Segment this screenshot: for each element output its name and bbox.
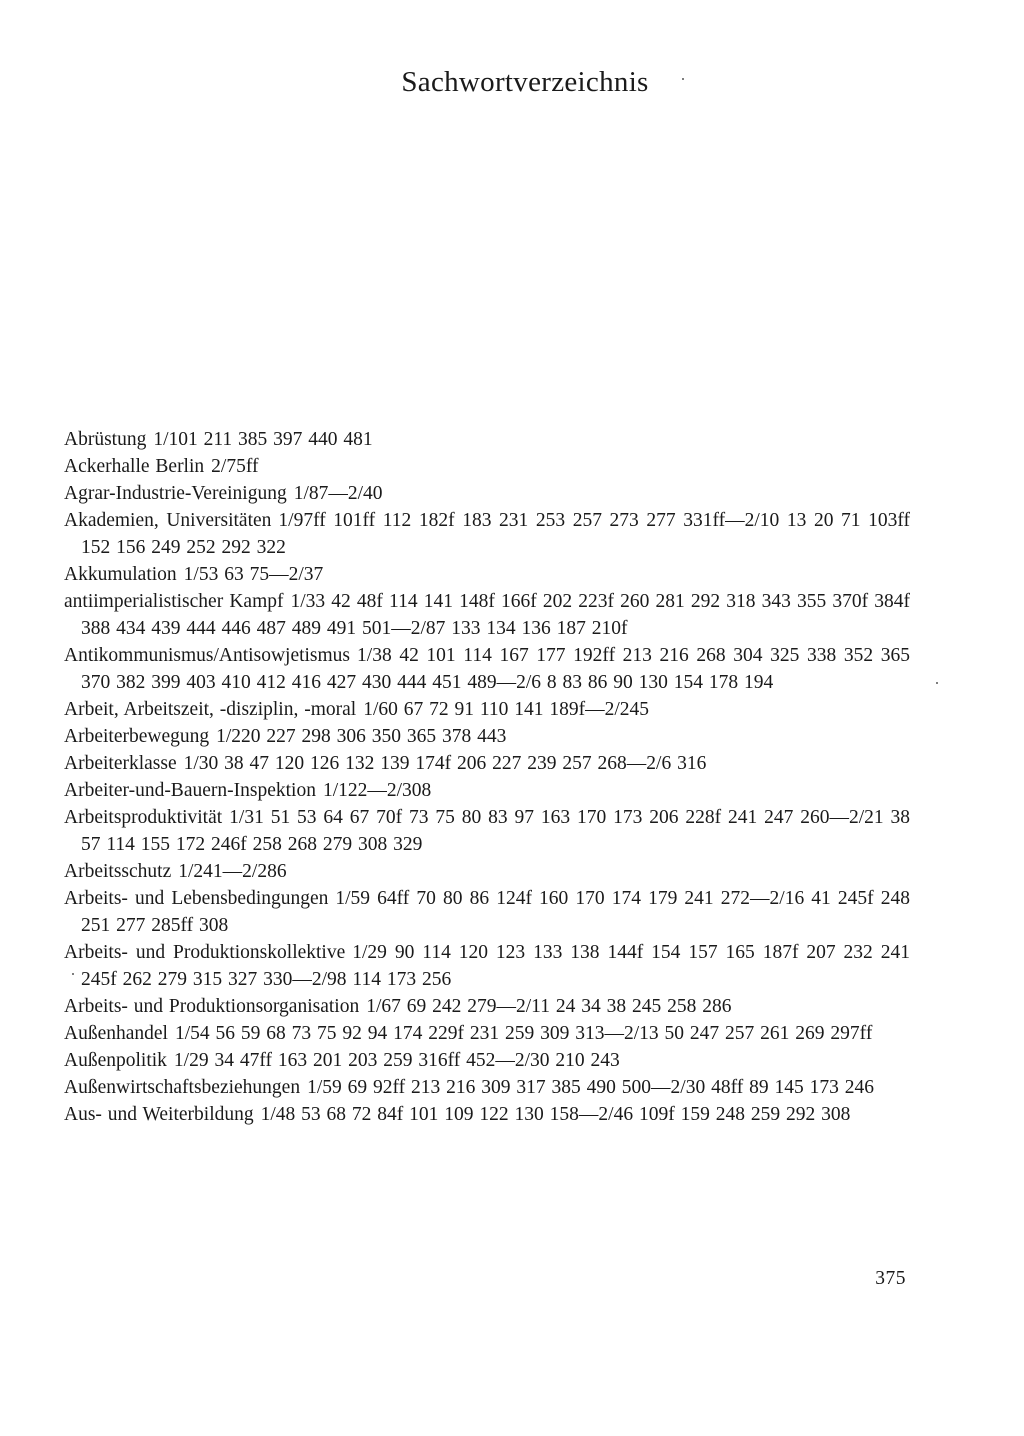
index-entry: [64, 1074, 910, 1101]
scan-speck: [682, 78, 684, 80]
index-entry: [64, 885, 910, 939]
scan-speck: [936, 682, 938, 684]
index-entry: [64, 723, 910, 750]
index-term: Außenwirtschaftsbeziehungen: [64, 1077, 301, 1098]
index-entry: [64, 1101, 910, 1128]
index-term: Arbeits- und Lebensbedingungen: [64, 888, 329, 909]
index-entry: [64, 1020, 910, 1047]
index-term: antiimperialistischer Kampf: [64, 591, 284, 612]
index-term: Arbeitsproduktivität: [64, 807, 223, 828]
index-entry: [64, 858, 910, 885]
index-term: Arbeit, Arbeitszeit, -disziplin, -moral: [64, 699, 357, 720]
page-number: 375: [875, 1268, 906, 1289]
index-term: Antikommunismus/Antisowjetismus: [64, 645, 351, 666]
index-term: Arbeiter-und-Bauern-Inspektion: [64, 780, 316, 801]
index-refs: 1/241—2/286: [178, 861, 287, 882]
index-entry: [64, 750, 910, 777]
index-refs: 1/33 42 48f 114 141 148f 166f 202 223f 260 281 292 318 343 355 370f 384f 388 434 439 444 446 487 489 491 501—2/87 133 134 136 187 210f: [81, 591, 910, 639]
index-refs: 1/30 38 47 120 126 132 139 174f 206 227 239 257 268—2/6 316: [183, 753, 707, 774]
index-term: Aus- und Weiterbildung: [64, 1104, 254, 1125]
index-refs: 1/101 211 385 397 440 481: [153, 429, 373, 450]
index-refs: 1/31 51 53 64 67 70f 73 75 80 83 97 163 170 173 206 228f 241 247 260—2/21 38 57 114 155 172 246f 258 268 279 308 329: [81, 807, 910, 855]
index-refs: 1/60 67 72 91 110 141 189f—2/245: [363, 699, 650, 720]
index-entry: [64, 696, 910, 723]
index-refs: 1/59 69 92ff 213 216 309 317 385 490 500—2/30 48ff 89 145 173 246: [307, 1077, 874, 1098]
index-refs: 1/97ff 101ff 112 182f 183 231 253 257 273 277 331ff—2/10 13 20 71 103ff 152 156 249 252 292 322: [81, 510, 910, 558]
index-refs: 1/29 90 114 120 123 133 138 144f 154 157 165 187f 207 232 241 245f 262 279 315 327 330—2/98 114 173 256: [81, 942, 910, 990]
index-term: Agrar-Industrie-Vereinigung: [64, 483, 287, 504]
index-refs: 1/48 53 68 72 84f 101 109 122 130 158—2/46 109f 159 248 259 292 308: [260, 1104, 851, 1125]
index-refs: 1/54 56 59 68 73 75 92 94 174 229f 231 259 309 313—2/13 50 247 257 261 269 297ff: [174, 1023, 873, 1044]
index-entry: [64, 804, 910, 858]
index-term: Arbeitsschutz: [64, 861, 172, 882]
index-refs: 1/59 64ff 70 80 86 124f 160 170 174 179 241 272—2/16 41 245f 248 251 277 285ff 308: [81, 888, 910, 936]
index-entry: [64, 993, 910, 1020]
index-term: Außenhandel: [64, 1023, 168, 1044]
index-refs: 1/53 63 75—2/37: [183, 564, 324, 585]
index-entry: [64, 939, 910, 993]
index-refs: 1/220 227 298 306 350 365 378 443: [216, 726, 507, 747]
index-term: Akkumulation: [64, 564, 177, 585]
index-refs: 2/75ff: [211, 456, 259, 477]
index-term: Abrüstung: [64, 429, 147, 450]
index-refs: 1/38 42 101 114 167 177 192ff 213 216 268 304 325 338 352 365 370 382 399 403 410 412 416 427 430 444 451 489—2/6 8 83 86 90 130 154 178 194: [81, 645, 910, 693]
index-entry: [64, 777, 910, 804]
index-refs: 1/29 34 47ff 163 201 203 259 316ff 452—2/30 210 243: [173, 1050, 620, 1071]
index-term: Ackerhalle Berlin: [64, 456, 205, 477]
index-refs: 1/122—2/308: [322, 780, 432, 801]
index-term: Arbeiterklasse: [64, 753, 177, 774]
page-title: Sachwortverzeichnis: [401, 66, 649, 98]
index-refs: 1/87—2/40: [293, 483, 383, 504]
index-term: Außenpolitik: [64, 1050, 167, 1071]
index-term: Arbeits- und Produktionskollektive: [64, 942, 346, 963]
index-refs: 1/67 69 242 279—2/11 24 34 38 245 258 286: [366, 996, 732, 1017]
index-entry: [64, 507, 910, 561]
index-entry: [64, 642, 910, 696]
index-entry: [64, 561, 910, 588]
index-term: Akademien, Universitäten: [64, 510, 272, 531]
index-entry: [64, 1047, 910, 1074]
index-entry: [64, 453, 910, 480]
index-entry: [64, 588, 910, 642]
index-term: Arbeits- und Produktionsorganisation: [64, 996, 360, 1017]
scan-speck: [72, 973, 74, 975]
index-list: [64, 426, 910, 1128]
index-entry: [64, 426, 910, 453]
index-entry: [64, 480, 910, 507]
index-term: Arbeiterbewegung: [64, 726, 210, 747]
